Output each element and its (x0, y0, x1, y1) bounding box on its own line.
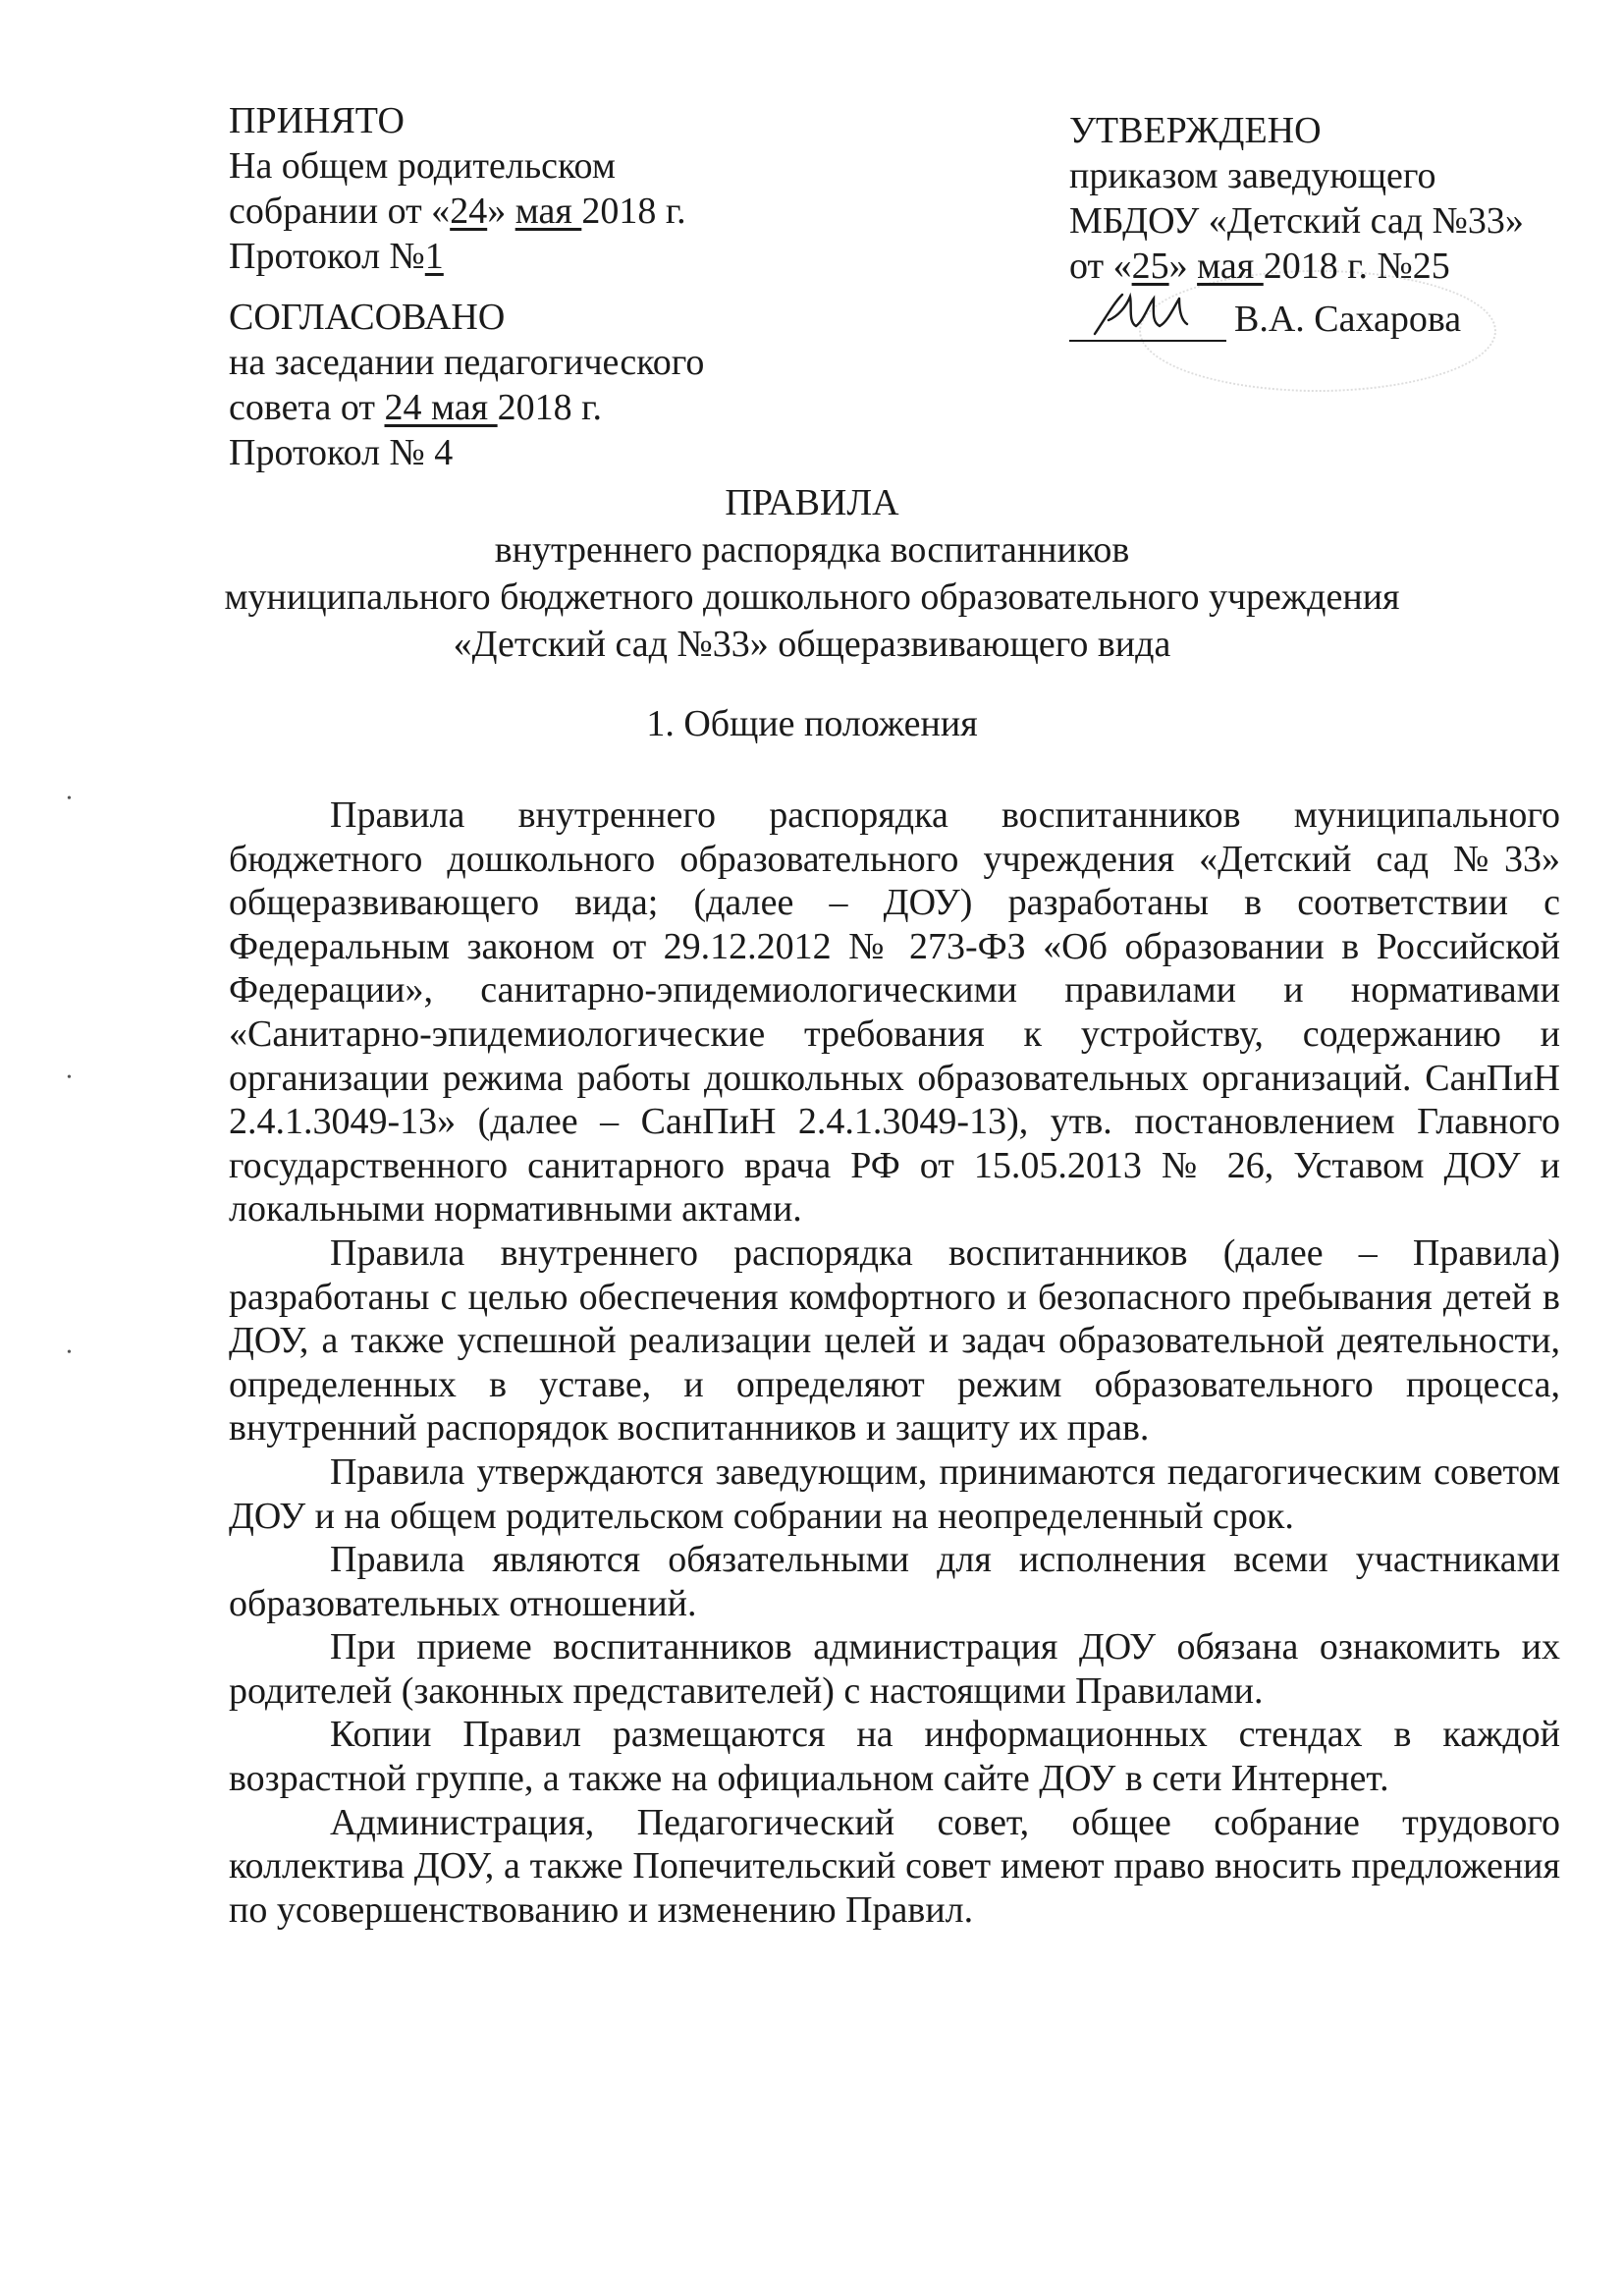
agreed-protocol-line: Протокол № 4 (229, 432, 454, 473)
paragraph: При приеме воспитанников администрация ДОУ обязана ознакомить их родителей (законных представителей) с настоящими Правилами. (229, 1626, 1560, 1712)
paragraph: Правила внутреннего распорядка воспитанников (далее – Правила) разработаны с целью обеспечения комфортного и безопасного пребывания детей в ДОУ, а также успешной реализации целей и задач образовательной деятельности, определенных в уставе, и определяют режим образовательного процесса, внутренний распорядок воспитанников и защиту их прав. (229, 1231, 1560, 1449)
approved-date-year-number: 2018 г. №25 (1263, 246, 1450, 287)
title-line2: внутреннего распорядка воспитанников (494, 529, 1130, 571)
approved-date-line (1069, 244, 1524, 289)
handwritten-signature-icon (1089, 287, 1207, 342)
accepted-heading: ПРИНЯТО (229, 100, 405, 141)
scan-mark: • (67, 1345, 72, 1360)
approved-block (1069, 108, 1524, 342)
approved-date-quote: » (1168, 246, 1198, 287)
agreed-block (229, 295, 704, 475)
approved-date-prefix: от « (1069, 246, 1132, 287)
approved-date-day: 25 (1131, 246, 1169, 287)
document-title (0, 479, 1624, 668)
accepted-date-month: мая (514, 191, 582, 232)
agreed-date-prefix: совета от (229, 387, 385, 428)
title-line3: муниципального бюджетного дошкольного образовательного учреждения (224, 576, 1400, 618)
title-line4: «Детский сад №33» общеразвивающего вида (453, 624, 1171, 665)
accepted-protocol-line (229, 234, 686, 279)
agreed-line1: на заседании педагогического (229, 342, 705, 383)
signature-field (1069, 301, 1226, 342)
agreed-heading: СОГЛАСОВАНО (229, 297, 506, 338)
accepted-line1: На общем родительском (229, 145, 616, 187)
accepted-block (229, 98, 686, 279)
approved-signature-line (1069, 297, 1524, 342)
approved-line1: приказом заведующего (1069, 155, 1436, 196)
section-heading: 1. Общие положения (646, 703, 978, 744)
agreed-date-line (229, 385, 704, 430)
section-body (229, 793, 1560, 1932)
paragraph: Правила внутреннего распорядка воспитанников муниципального бюджетного дошкольного образовательного учреждения «Детский сад №33» общеразвивающего вида; (далее – ДОУ) разработаны в соответствии с Федеральным законом от 29.12.2012 № 273-ФЗ «Об образовании в Российской Федерации», санитарно-эпидемиологическими правилами и нормативами «Санитарно-эпидемиологические требования к устройству, содержанию и организации режима работы дошкольных образовательных организаций. СанПиН 2.4.1.3049-13» (далее – СанПиН 2.4.1.3049-13), утв. постановлением Главного государственного санитарного врача РФ от 15.05.2013 № 26, Уставом ДОУ и локальными нормативными актами. (229, 794, 1560, 1230)
approved-line2: МБДОУ «Детский сад №33» (1069, 200, 1524, 242)
agreed-date: 24 мая (384, 387, 498, 428)
approved-date-month: мая (1197, 246, 1264, 287)
approved-signatory: В.А. Сахарова (1234, 299, 1462, 340)
accepted-date-day: 24 (450, 191, 488, 232)
approved-heading: УТВЕРЖДЕНО (1069, 110, 1322, 151)
accepted-protocol-label: Протокол № (229, 236, 425, 277)
accepted-date-line (229, 189, 686, 234)
accepted-date-quote: » (487, 191, 515, 232)
scan-mark: • (67, 1070, 72, 1085)
scan-mark: • (67, 792, 72, 806)
paragraph: Правила утверждаются заведующим, принимаются педагогическим советом ДОУ и на общем родительском собрании на неопределенный срок. (229, 1450, 1560, 1537)
accepted-date-prefix: собрании от « (229, 191, 451, 232)
title-line1: ПРАВИЛА (725, 482, 899, 523)
accepted-date-year: 2018 г. (581, 191, 686, 232)
paragraph: Администрация, Педагогический совет, общее собрание трудового коллектива ДОУ, а также Попечительский совет имеют право вносить предложения по усовершенствованию и изменению Правил. (229, 1801, 1560, 1931)
agreed-date-year: 2018 г. (497, 387, 602, 428)
paragraph: Копии Правил размещаются на информационных стендах в каждой возрастной группе, а также на официальном сайте ДОУ в сети Интернет. (229, 1714, 1560, 1800)
accepted-protocol-number: 1 (424, 236, 444, 277)
paragraph: Правила являются обязательными для исполнения всеми участниками образовательных отношений. (229, 1539, 1560, 1624)
